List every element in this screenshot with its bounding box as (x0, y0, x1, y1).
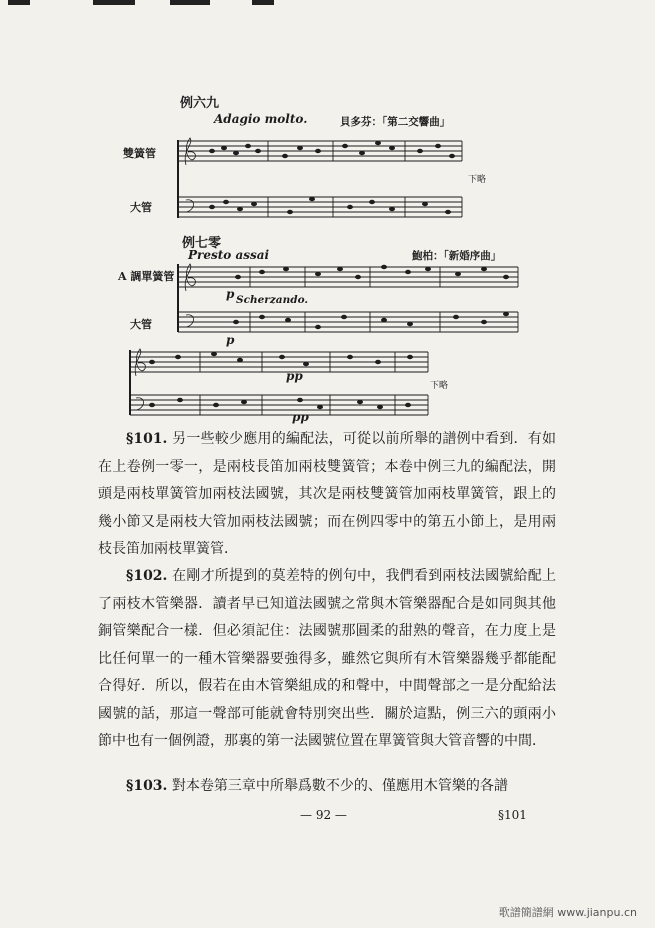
example-70-tempo: Presto assai (188, 248, 270, 262)
section-number: §101. (126, 431, 168, 447)
example-69-label: 例六九 (180, 96, 220, 111)
staff-clarinet-cont (130, 352, 428, 372)
section-number: §103. (126, 778, 168, 794)
paragraph-103 (98, 773, 556, 801)
paragraph-101 (98, 426, 556, 564)
dynamic-mark: pp (292, 410, 309, 424)
paragraph-text: 對本卷第三章中所舉爲數不少的、僅應用木管樂的各譜 (171, 778, 508, 794)
note-heads (149, 141, 509, 409)
clefs (135, 138, 195, 410)
paragraph-102 (98, 563, 556, 756)
dynamic-mark: p (226, 333, 235, 347)
example-69-credit: 貝多芬：「第二交響曲」 (340, 116, 451, 128)
paragraph-text: 在剛才所提到的莫差特的例句中，我們看到兩枝法國號給配上了兩枝木管樂器．讀者早已知道法國號之常與木管樂器配合是如同與其他銅管樂配合一樣．但必須記住：法國號那圓柔的甜熟的聲音，在力度上是比任何單一的一種木管樂器要強得多，雖然它與所有木管樂器幾乎都能配合得好．所以，假若在由木管樂組成的和聲中，中間聲部之一是分配給法國號的話，那這一聲部可能就會特別突出些．關於這點，例三六的頭兩小節中也有一個例證，那裏的第一法國號位置在單簧管與大管音響的中間． (98, 568, 557, 749)
page-number: — 92 — (300, 808, 347, 822)
example-70-continuation: 下略 (430, 381, 449, 391)
staff-clarinet (178, 267, 518, 287)
staff-bassoon-2 (178, 312, 518, 332)
staff-bassoon-cont (130, 395, 428, 415)
example-70-label: 例七零 (182, 236, 222, 251)
footer-section: §101 (498, 808, 527, 822)
dynamic-mark: pp (286, 369, 303, 383)
example-69-continuation: 下略 (468, 175, 487, 185)
example-70-credit: 鮑柏：「新婚序曲」 (412, 250, 502, 262)
example-69-instrument-1: 雙簧管 (123, 147, 156, 160)
staff-bassoon (178, 197, 462, 217)
section-number: §102. (126, 568, 168, 584)
example-70-instrument-1: A 調單簧管 (118, 270, 175, 283)
example-69-instrument-2: 大管 (130, 201, 152, 214)
watermark: 歌譜簡譜網 www.jianpu.cn (498, 906, 637, 919)
example-70-instrument-2: 大管 (130, 318, 152, 331)
dynamic-mark: p (226, 287, 235, 301)
paragraph-text: 另一些較少應用的編配法，可從以前所舉的譜例中看到．有如在上卷例一零一，是兩枝長笛加兩枝雙簧管；本卷中例三九的編配法，開頭是兩枝單簧管加兩枝法國號，其次是兩枝雙簧管加兩枝單簧管，跟上的幾小節又是兩枝大管加兩枝法國號；而在例四零中的第五小節上，是用兩枝長笛加兩枝單簧管． (98, 431, 557, 557)
example-69-tempo: Adagio molto. (214, 112, 308, 126)
music-score-graphic (0, 0, 655, 430)
example-70-expression: Scherzando. (236, 294, 309, 306)
